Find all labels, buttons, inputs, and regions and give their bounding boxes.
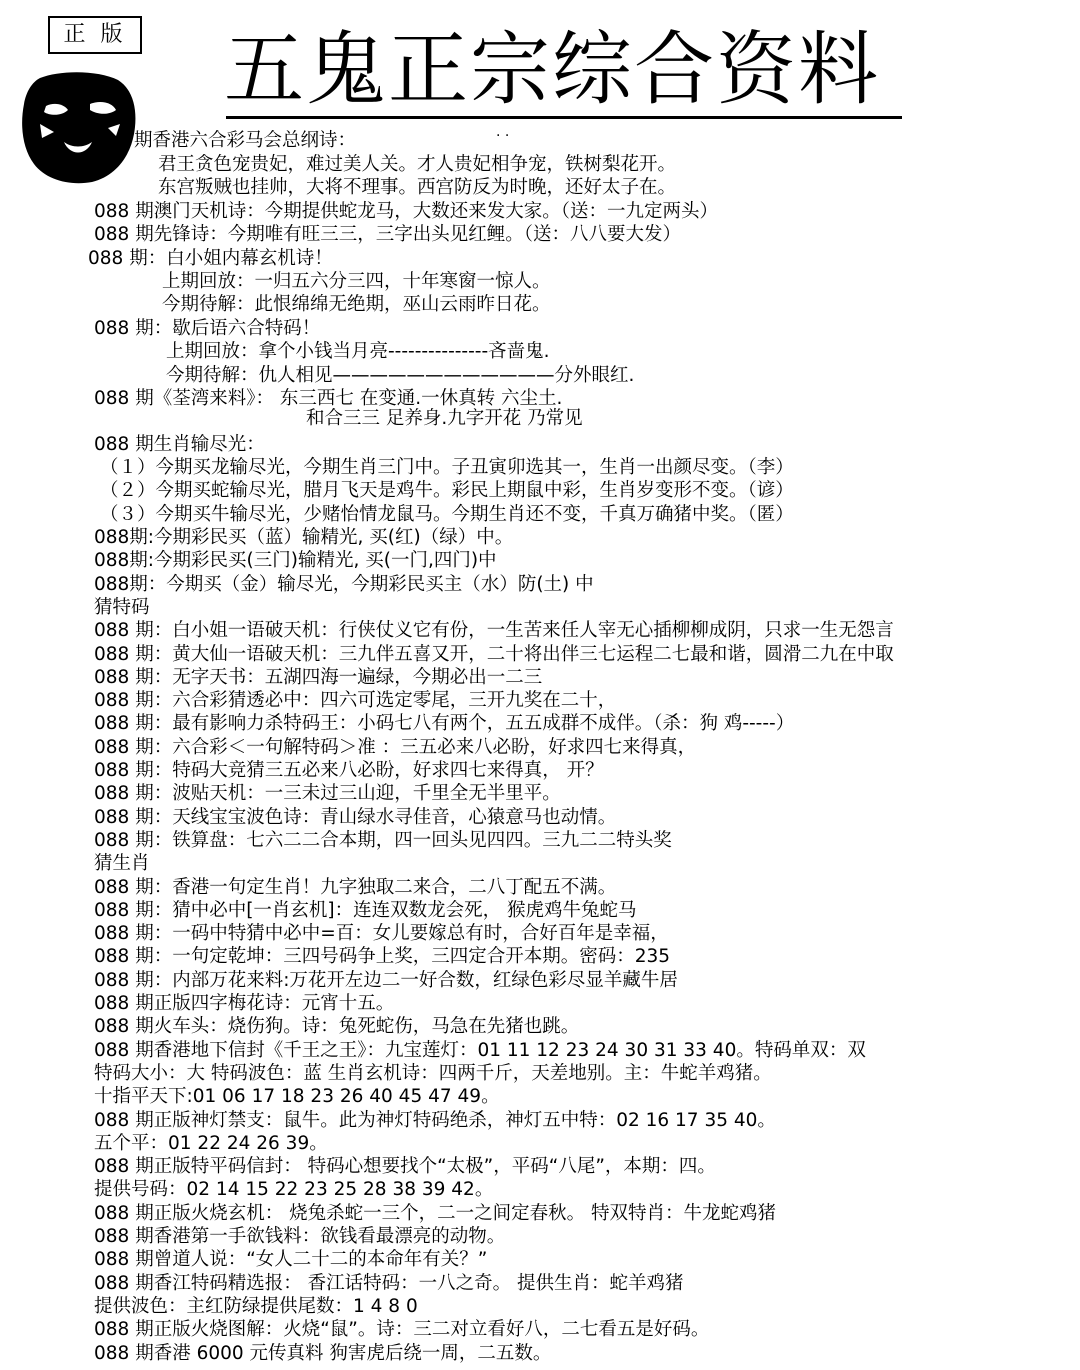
- text-line: 088期:今期彩民买（蓝）输精光, 买(红)（绿）中。: [94, 527, 514, 548]
- text-line: （１）今期买龙输尽光，今期生肖三门中。子丑寅卯选其一，生肖一出颜尽变。（李）: [100, 457, 794, 478]
- text-line: 088 期：最有影响力杀特码王：小码七八有两个，五五成群不成伴。（杀：狗 鸡-----）: [94, 713, 795, 734]
- text-line: 088 期：波贴天机：一三未过三山迎，千里全无半里平。: [94, 783, 561, 804]
- text-line: 五个平：01 22 24 26 39。: [94, 1133, 328, 1154]
- text-line: 提供波色：主红防绿提供尾数：1 4 8 0: [94, 1296, 418, 1317]
- text-line: （３）今期买牛输尽光，少赌怡情龙鼠马。今期生肖还不变，千真万确猪中奖。（匿）: [100, 504, 794, 525]
- title-underline: [226, 116, 902, 119]
- text-line: 088 期：六合彩＜一句解特码＞准 ：三五必来八必盼，好求四七来得真，: [94, 737, 697, 758]
- text-line: 十指平天下:01 06 17 18 23 26 40 45 47 49。: [94, 1086, 500, 1107]
- text-line: 特码大小：大 特码波色：蓝 生肖玄机诗：四两千斤，天差地别。主：牛蛇羊鸡猪。: [94, 1063, 772, 1084]
- text-line: 088 期：天线宝宝波色诗：青山绿水寻佳音，心猿意马也动情。: [94, 807, 617, 828]
- text-line: 088 期：香港一句定生肖！九字独取二来合，二八丁配五不满。: [94, 877, 617, 898]
- text-line: 088 期：六合彩猜透必中：四六可选定零尾，三开九奖在二十，: [94, 690, 617, 711]
- section-heading: 猜特码: [94, 597, 150, 618]
- text-line: 088 期：白小姐一语破天机：行侠仗义它有份，一生苦来任人宰无心插柳柳成阴，只求一生无怨言: [94, 620, 894, 641]
- text-line: 088 期：一码中特猜中必中=百：女儿要嫁总有时，合好百年是幸福，: [94, 923, 669, 944]
- text-line: 088期:今期彩民买(三门)输精光, 买(一门,四门)中: [94, 550, 497, 571]
- text-line: 上期回放：拿个小钱当月亮---------------吝啬鬼.: [166, 341, 550, 362]
- page-title: 五鬼正宗综合资料: [224, 23, 880, 116]
- text-line: 088 期：黄大仙一语破天机：三九伴五喜又开，二十将出伴三七运程二七最和谐，圆滑二九在中取: [94, 644, 894, 665]
- text-line: 东宫叛贼也挂帅，大将不理事。西宫防反为时晚，还好太子在。: [158, 177, 677, 198]
- text-line: 088 期正版特平码信封： 特码心想要找个“太极”，平码“八尾”，本期：四。: [94, 1156, 716, 1177]
- text-line: 088 期生肖输尽光：: [94, 434, 265, 455]
- text-line: 088 期火车头：烧伤狗。诗：兔死蛇伤，马急在先猪也跳。: [94, 1016, 580, 1037]
- section-heading: 猜生肖: [94, 853, 150, 874]
- text-line: 上期回放：一归五六分三四，十年寒窗一惊人。: [162, 271, 551, 292]
- text-line: 期香港六合彩马会总纲诗：: [134, 130, 357, 151]
- text-line: 088 期曾道人说：“女人二十二的本命年有关？”: [94, 1249, 488, 1270]
- text-line: 088 期：一句定乾坤：三四号码争上奖，三四定合开本期。密码：235: [94, 946, 671, 967]
- text-line: 今期待解：仇人相见————————————分外眼红.: [166, 365, 635, 386]
- text-line: 088 期：无字天书：五湖四海一遍绿，今期必出一二三: [94, 667, 543, 688]
- text-line: 088 期：铁算盘：七六二二合本期，四一回头见四四。三九二二特头奖: [94, 830, 672, 851]
- text-line: 088 期香港地下信封《千王之王》：九宝莲灯：01 11 12 23 24 30 31 33 40。特码单双：双: [94, 1040, 866, 1061]
- text-line: 088 期：特码大竞猜三五必来八必盼，好求四七来得真， 开？: [94, 760, 604, 781]
- text-line: 088 期正版神灯禁支：鼠牛。此为神灯特码绝杀，神灯五中特：02 16 17 35 40。: [94, 1110, 776, 1131]
- text-line: 君王贪色宠贵妃，难过美人关。才人贵妃相争宠，铁树梨花开。: [158, 154, 677, 175]
- text-line: 和合三三 足养身.九字开花 乃常见: [306, 408, 583, 429]
- edition-badge: 正 版: [48, 16, 142, 54]
- text-line: 088 期正版四字梅花诗：元宵十五。: [94, 993, 395, 1014]
- text-line: 088 期澳门天机诗：今期提供蛇龙马，大数还来发大家。（送：一九定两头）: [94, 201, 718, 222]
- text-line: 088 期：内部万花来料:万花开左边二一好合数，红绿色彩尽显羊藏牛居: [94, 970, 678, 991]
- text-line: 088期：今期买（金）输尽光，今期彩民买主（水）防(土) 中: [94, 574, 594, 595]
- text-line: （２）今期买蛇输尽光，腊月飞天是鸡牛。彩民上期鼠中彩，生肖岁变形不变。（谚）: [100, 480, 794, 501]
- text-line: 088 期正版火烧图解：火烧“鼠”。诗：三二对立看好八，二七看五是好码。: [94, 1319, 710, 1340]
- ghost-mask-logo: [20, 72, 138, 184]
- text-line: 088 期：猜中必中[一肖玄机]：连连双数龙会死， 猴虎鸡牛兔蛇马: [94, 900, 637, 921]
- text-line: 提供号码：02 14 15 22 23 25 28 38 39 42。: [94, 1179, 494, 1200]
- text-line: 088 期《荃湾来料》： 东三西七 在变通.一休真转 六尘土.: [94, 388, 563, 409]
- text-line: 088 期香港第一手欲钱料：欲钱看最漂亮的动物。: [94, 1226, 506, 1247]
- text-line: 今期待解：此恨绵绵无绝期，巫山云雨昨日花。: [162, 294, 551, 315]
- text-line: 088 期：歇后语六合特码！: [94, 318, 321, 339]
- text-line: 088 期香江特码精选报： 香江话特码：一八之奇。 提供生肖：蛇羊鸡猪: [94, 1273, 684, 1294]
- text-line: 088 期香港 6000 元传真料 狗害虎后绕一周，二五数。: [94, 1343, 552, 1364]
- text-line: 088 期先锋诗：今期唯有旺三三，三字出头见红鲤。（送：八八要大发）: [94, 224, 681, 245]
- stray-dots: · ·: [496, 128, 510, 144]
- text-line: 088 期：白小姐内幕玄机诗！: [88, 248, 333, 269]
- text-line: 088 期正版火烧玄机： 烧兔杀蛇一三个，二一之间定春秋。 特双特肖：牛龙蛇鸡猪: [94, 1203, 776, 1224]
